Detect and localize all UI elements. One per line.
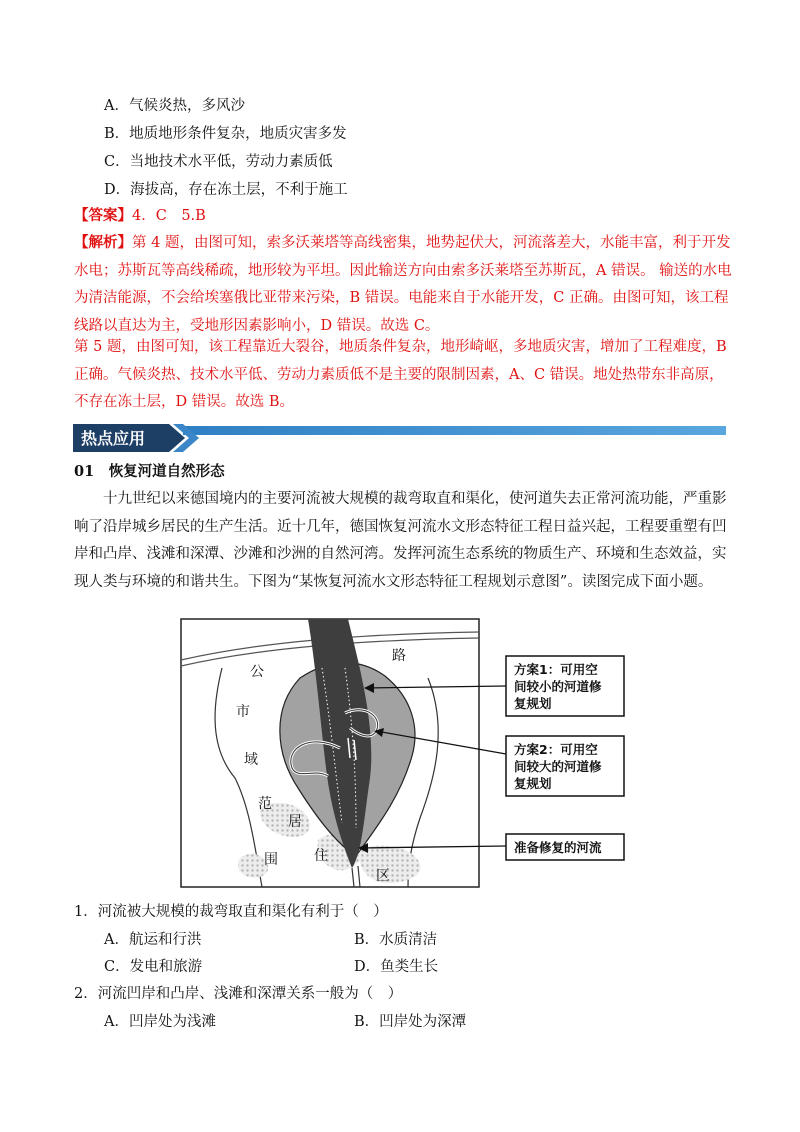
answer-text: 4．C 5.B	[132, 208, 206, 224]
analysis-text-1: 第 4 题，由图可知，索多沃莱塔等高线密集，地势起伏大，河流落差大，水能丰富，利于开发水电；苏斯瓦等高线稀疏，地形较为平坦。因此输送方向由索多沃莱塔至苏斯瓦，A 错误。 输送的水电为清洁能源，不会给埃塞俄比亚带来污染，B 错误。电能来自于水能开发，C 正确。由图可知，该工程线路以直达为主，受地形因素影响小，D 错误。故选 C。	[74, 235, 732, 334]
question-1-stem: 1．河流被大规模的裁弯取直和渠化有利于（ ）	[74, 904, 388, 920]
section-banner	[73, 424, 726, 452]
analysis-bracket: 【解析】	[74, 234, 132, 251]
question-1-option-b: B．水质清洁	[354, 932, 438, 948]
section-title: 恢复河道自然形态	[108, 463, 225, 480]
section-number: 01	[74, 463, 95, 480]
map-label-ju: 居	[288, 814, 302, 830]
map-label-shi: 市	[236, 704, 250, 720]
map-label-fan: 范	[258, 796, 272, 812]
map-label-lu: 路	[392, 648, 406, 664]
section-heading	[74, 462, 225, 482]
map-label-zhu: 住	[314, 848, 328, 864]
map-label-qu: 区	[376, 868, 390, 884]
option-c: C．当地技术水平低，劳动力素质低	[104, 154, 333, 170]
question-1-option-c: C．发电和旅游	[104, 959, 203, 975]
analysis-paragraph-2: 第 5 题，由图可知，该工程靠近大裂谷，地质条件复杂，地形崎岖，多地质灾害，增加了工程难度，B 正确。气候炎热、技术水平低、劳动力素质低不是主要的限制因素，A、C 错误。地处热带东非高原，不存在冻土层，D 错误。故选 B。	[74, 339, 727, 410]
callout-plan1-line3: 复规划	[514, 696, 552, 711]
question-2-option-a: A．凹岸处为浅滩	[104, 1014, 216, 1030]
callout-plan1-line2: 间较小的河道修	[514, 679, 602, 694]
map-label-yu: 域	[244, 752, 258, 768]
answer-line	[74, 206, 206, 226]
river-restoration-map	[180, 618, 630, 890]
map-label-wei: 围	[264, 852, 278, 868]
section-intro: 十九世纪以来德国境内的主要河流被大规模的裁弯取直和渠化，使河道失去正常河流功能，严重影响了沿岸城乡居民的生产生活。近十几年，德国恢复河流水文形态特征工程日益兴起，工程要重塑有凹岸和凸岸、浅滩和深潭、沙滩和沙洲的自然河湾。发挥河流生态系统的物质生产、环境和生态效益，实现人类与环境的和谐共生。下图为“某恢复河流水文形态特征工程规划示意图”。读图完成下面小题。	[74, 491, 727, 590]
callout-plan2-line2: 间较大的河道修	[514, 759, 602, 774]
question-1-option-d: D．鱼类生长	[354, 959, 439, 975]
callout-river-label: 准备修复的河流	[514, 840, 602, 855]
question-2-option-b: B．凹岸处为深潭	[354, 1014, 467, 1030]
option-d: D．海拔高，存在冻土层，不利于施工	[104, 182, 348, 198]
callout-plan2-line3: 复规划	[514, 776, 552, 791]
map-label-gong: 公	[250, 664, 264, 680]
option-b: B．地质地形条件复杂，地质灾害多发	[104, 126, 347, 142]
question-1-option-a: A．航运和行洪	[104, 932, 202, 948]
answer-bracket: 【答案】	[74, 207, 132, 224]
question-2-stem: 2．河流凹岸和凸岸、浅滩和深潭关系一般为（ ）	[74, 986, 403, 1002]
option-a: A．气候炎热，多风沙	[104, 98, 245, 114]
callout-plan1-line1: 方案1：可用空	[514, 662, 598, 677]
banner-title: 热点应用	[81, 429, 146, 448]
callout-plan2-line1: 方案2：可用空	[514, 742, 598, 757]
analysis-paragraph-1	[74, 229, 734, 340]
